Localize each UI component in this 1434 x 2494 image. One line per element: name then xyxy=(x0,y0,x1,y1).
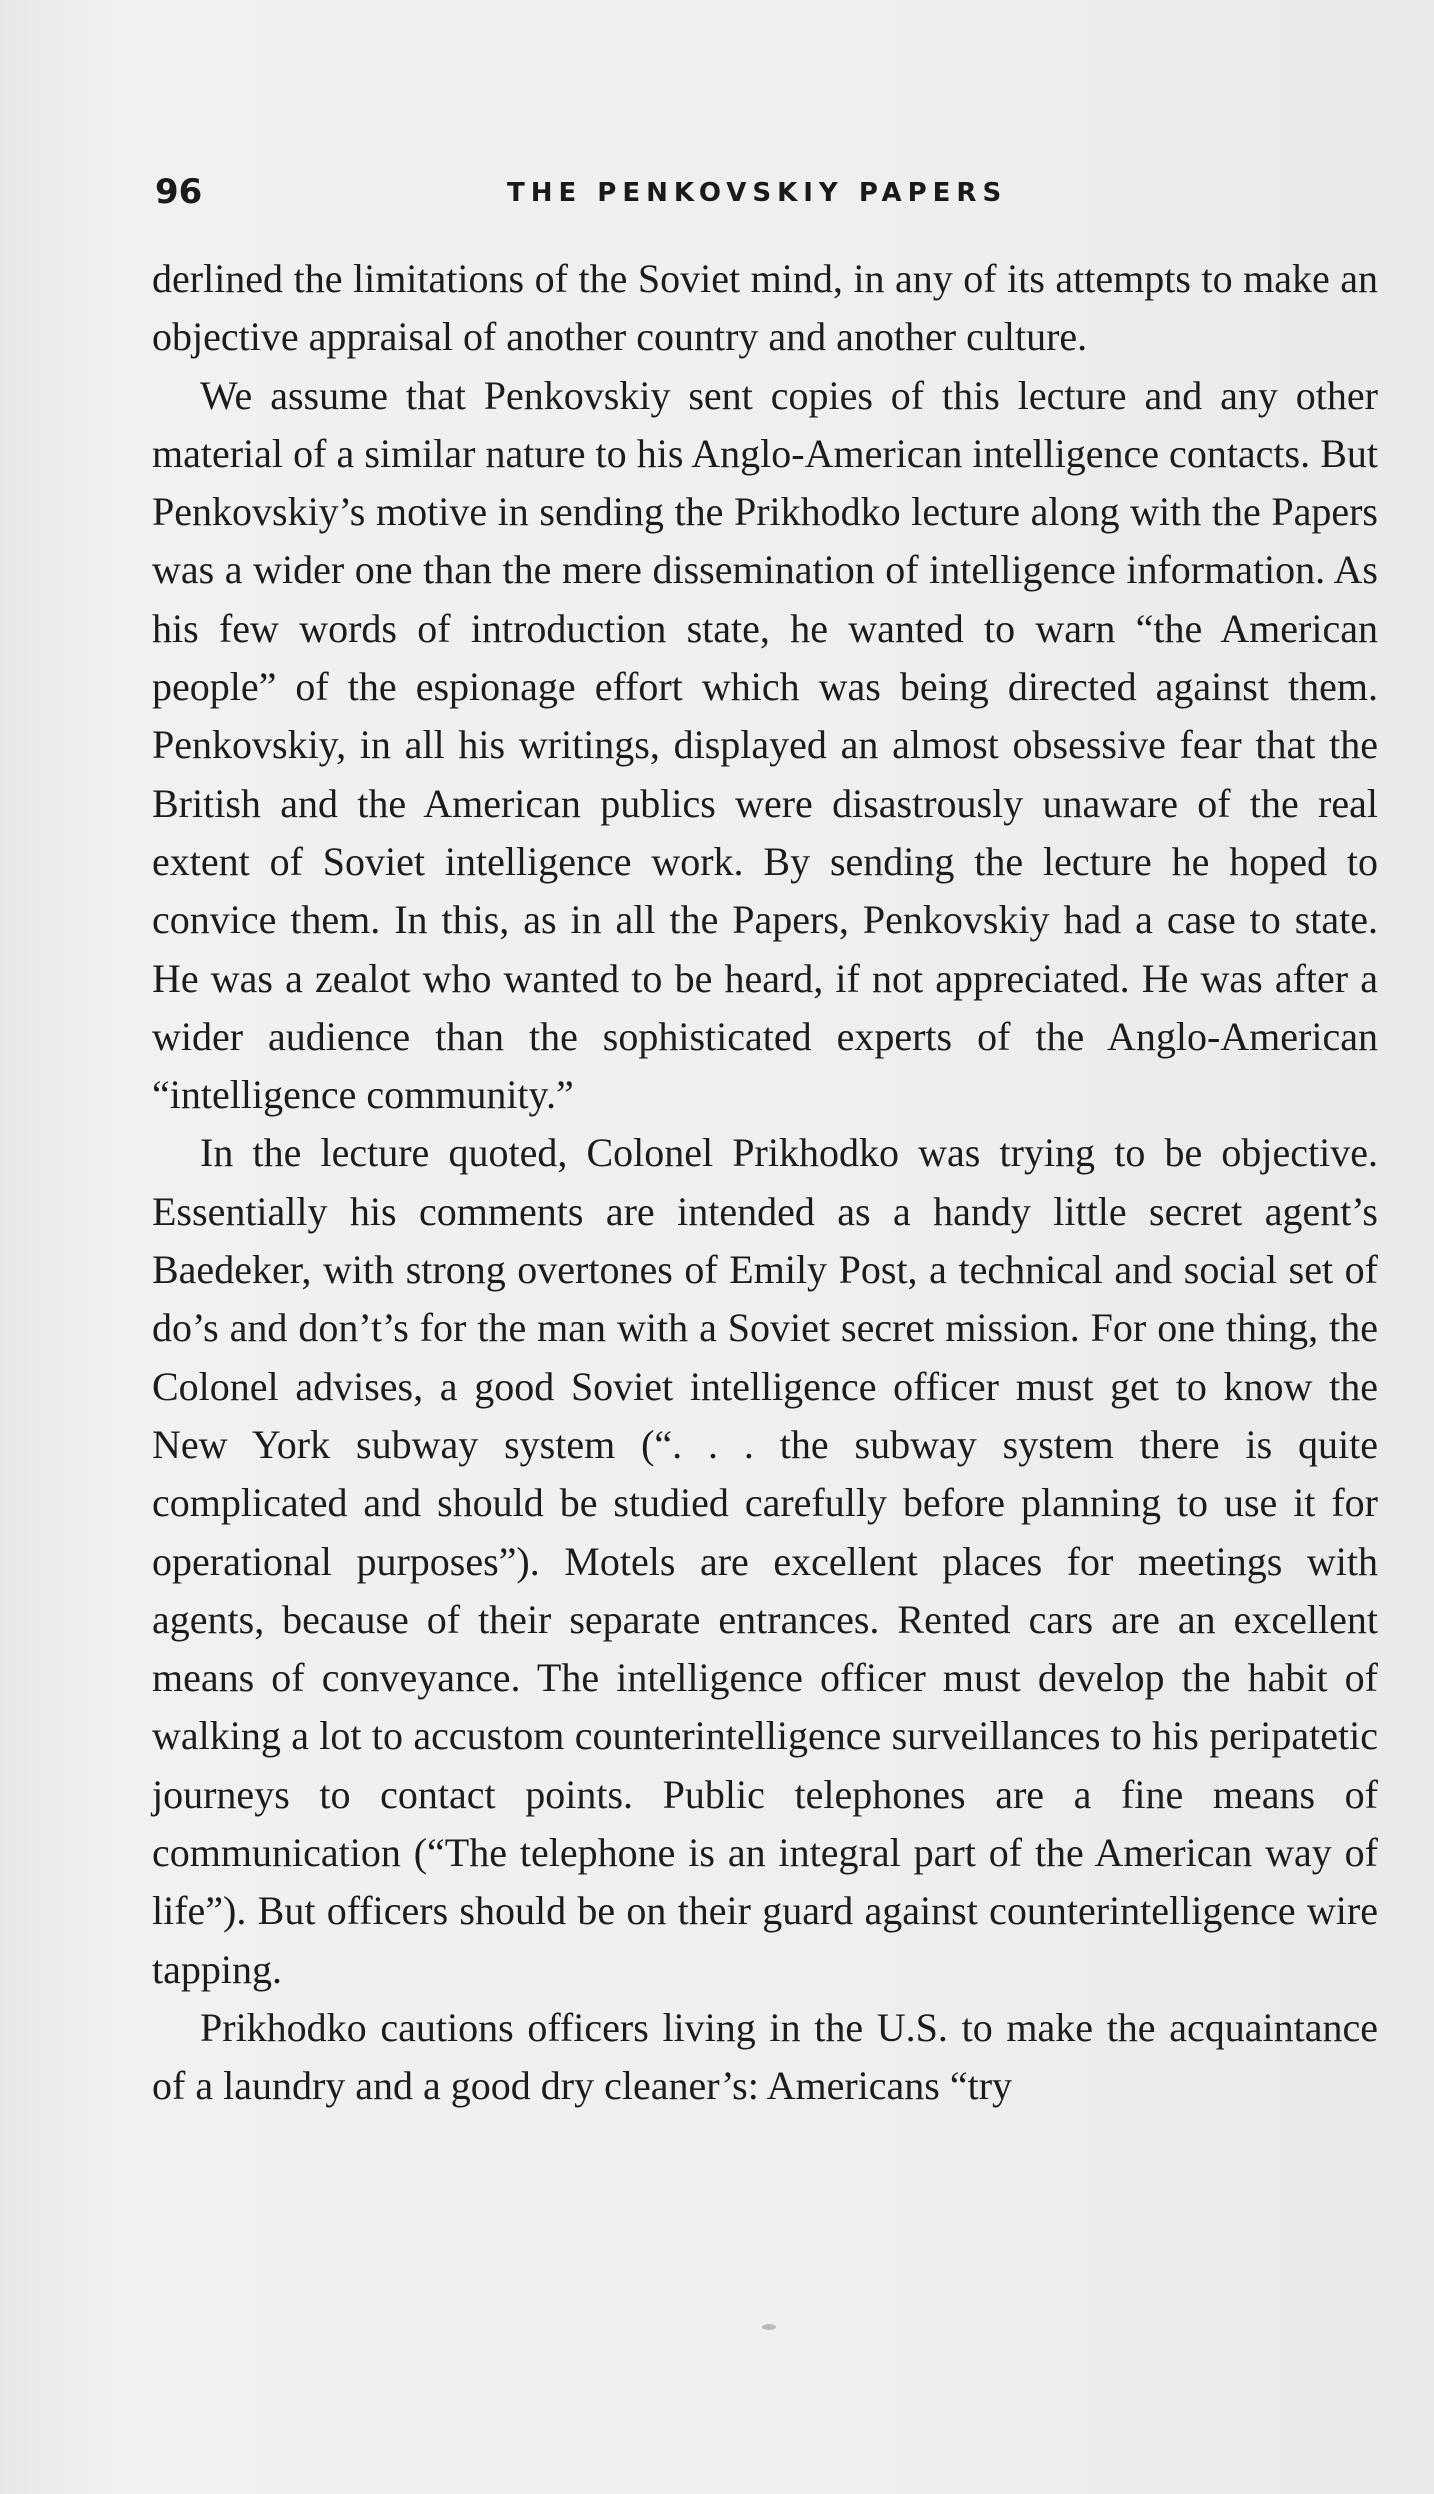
running-head xyxy=(155,172,1375,220)
body-text xyxy=(152,250,1378,2116)
paragraph: We assume that Penkovskiy sent copies of this lecture and any other material of a similar nature to his Anglo-American intelligence contacts. But Penkovskiy’s motive in sending the Prikhodko lecture along with the Papers was a wider one than the mere dissemination of intelligence information. As his few words of introduction state, he wanted to warn “the American people” of the espionage effort which was being directed against them. Penkovskiy, in all his writings, displayed an almost obsessive fear that the British and the American publics were disastrously unaware of the real extent of Soviet intelligence work. By sending the lecture he hoped to convice them. In this, as in all the Papers, Penkovskiy had a case to state. He was a zealot who wanted to be heard, if not appreciated. He was after a wider audience than the sophisticated experts of the Anglo-American “intelligence community.” xyxy=(152,372,1378,1118)
paragraph-continued: derlined the limitations of the Soviet mind, in any of its attempts to make an objective appraisal of another country and another culture. xyxy=(152,256,1378,360)
paragraph: In the lecture quoted, Colonel Prikhodko was trying to be objective. Essentially his comments are intended as a handy little secret agent’s Baedeker, with strong overtones of Emily Post, a technical and social set of do’s and don’t’s for the man with a Soviet secret mission. For one thing, the Colonel advises, a good Soviet intelligence officer must get to know the New York subway system (“. . . the subway system there is quite complicated and should be studied carefully before planning to use it for operational purposes”). Motels are excellent places for meetings with agents, because of their separate entrances. Rented cars are an excellent means of conveyance. The intelligence officer must develop the habit of walking a lot to accustom counterintelligence surveillances to his peripatetic journeys to contact points. Public telephones are a fine means of communication (“The telephone is an integral part of the American way of life”). But officers should be on their guard against counterintelligence wire tapping. xyxy=(152,1130,1378,1992)
page-number: 96 xyxy=(155,172,203,212)
running-title: THE PENKOVSKIY PAPERS xyxy=(507,178,1008,208)
ink-speck xyxy=(762,2324,776,2330)
paragraph: Prikhodko cautions officers living in the U.S. to make the acquaintance of a laundry and a good dry cleaner’s: Americans “try xyxy=(152,2004,1378,2109)
